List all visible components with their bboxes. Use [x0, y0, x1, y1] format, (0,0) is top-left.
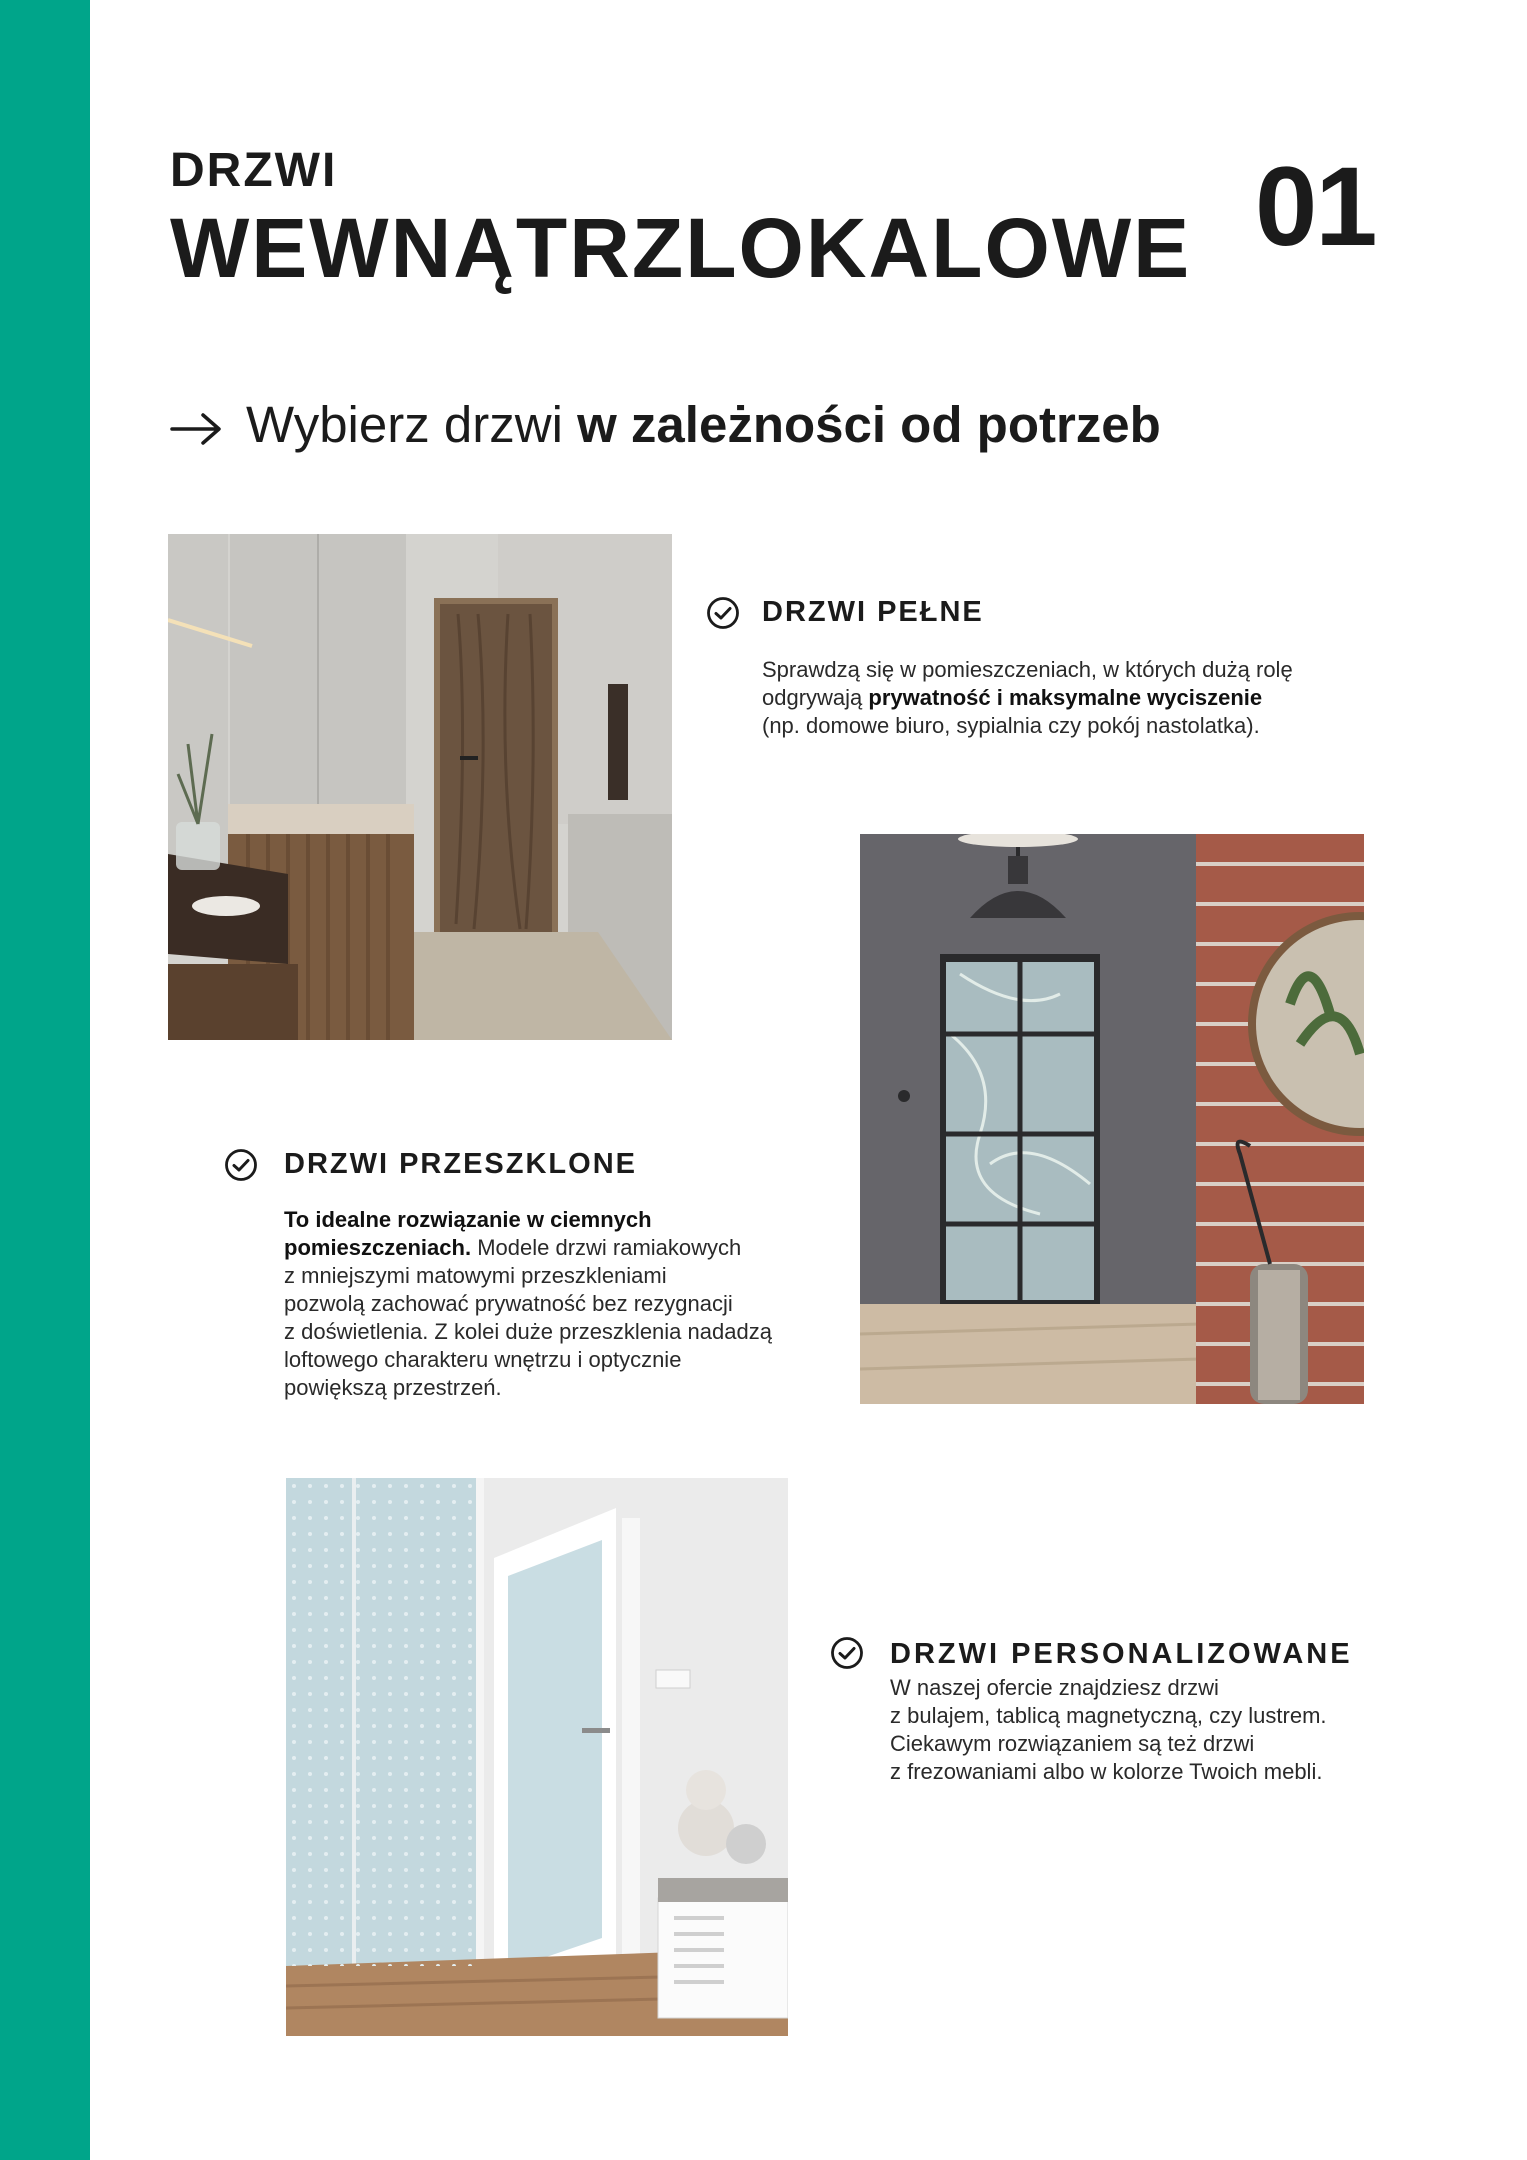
- page-number: 01: [1255, 144, 1376, 269]
- body-line: [284, 1234, 772, 1262]
- check-circle-icon: [224, 1148, 258, 1182]
- section-heading-glazed-doors: DRZWI PRZESZKLONE: [284, 1148, 637, 1180]
- body-text-run: Sprawdzą się w pomieszczeniach, w których dużą rolę: [762, 657, 1293, 682]
- body-text-run: pozwolą zachować prywatność bez rezygnacji: [284, 1291, 733, 1316]
- body-text-bold: To idealne rozwiązanie w ciemnych: [284, 1207, 652, 1232]
- section-body-glazed-doors: [284, 1206, 772, 1402]
- body-text-run: z doświetlenia. Z kolei duże przeszklenia nadadzą: [284, 1319, 772, 1344]
- check-circle-icon: [830, 1636, 864, 1670]
- body-line: [890, 1674, 1327, 1702]
- body-text-bold: prywatność i maksymalne wyciszenie: [868, 685, 1263, 710]
- photo-glazed-door-loft: [860, 834, 1364, 1404]
- body-line: [284, 1206, 772, 1234]
- body-text-run: W naszej ofercie znajdziesz drzwi: [890, 1675, 1219, 1700]
- subheading: [170, 395, 1161, 458]
- section-heading-full-doors: DRZWI PEŁNE: [762, 596, 984, 628]
- body-line: [762, 684, 1293, 712]
- body-text-run: odgrywają: [762, 685, 869, 710]
- body-line: [284, 1318, 772, 1346]
- body-line: [890, 1702, 1327, 1730]
- body-text-run: Ciekawym rozwiązaniem są też drzwi: [890, 1731, 1255, 1756]
- body-text-run: Modele drzwi ramiakowych: [471, 1235, 742, 1260]
- body-text-run: loftowego charakteru wnętrzu i optycznie: [284, 1347, 682, 1372]
- body-line: [762, 656, 1293, 684]
- body-text-bold: pomieszczeniach.: [284, 1235, 472, 1260]
- photo-solid-door-kitchen: [168, 534, 672, 1040]
- subheading-emphasis: w zależności od potrzeb: [577, 396, 1161, 453]
- subheading-prefix: Wybierz drzwi: [246, 396, 578, 453]
- photo-personalized-door-room: [286, 1478, 788, 2036]
- section-heading-personalized-doors: DRZWI PERSONALIZOWANE: [890, 1638, 1353, 1670]
- body-line: [762, 712, 1293, 740]
- accent-sidebar-bar: [0, 0, 90, 2160]
- body-line: [890, 1730, 1327, 1758]
- body-line: [890, 1758, 1327, 1786]
- body-line: [284, 1262, 772, 1290]
- section-body-personalized-doors: [890, 1674, 1327, 1786]
- body-text-run: z bulajem, tablicą magnetyczną, czy lustrem.: [890, 1703, 1327, 1728]
- page-title: WEWNĄTRZLOKALOWE: [170, 201, 1192, 295]
- check-circle-icon: [706, 596, 740, 630]
- page-kicker: DRZWI: [170, 144, 338, 197]
- body-line: [284, 1374, 772, 1402]
- section-body-full-doors: [762, 656, 1293, 740]
- body-text-run: powiększą przestrzeń.: [284, 1375, 502, 1400]
- body-line: [284, 1346, 772, 1374]
- body-line: [284, 1290, 772, 1318]
- body-text-run: (np. domowe biuro, sypialnia czy pokój nastolatka).: [762, 713, 1260, 738]
- body-text-run: z frezowaniami albo w kolorze Twoich mebli.: [890, 1759, 1323, 1784]
- body-text-run: z mniejszymi matowymi przeszkleniami: [284, 1263, 667, 1288]
- right-arrow-icon: [170, 399, 222, 458]
